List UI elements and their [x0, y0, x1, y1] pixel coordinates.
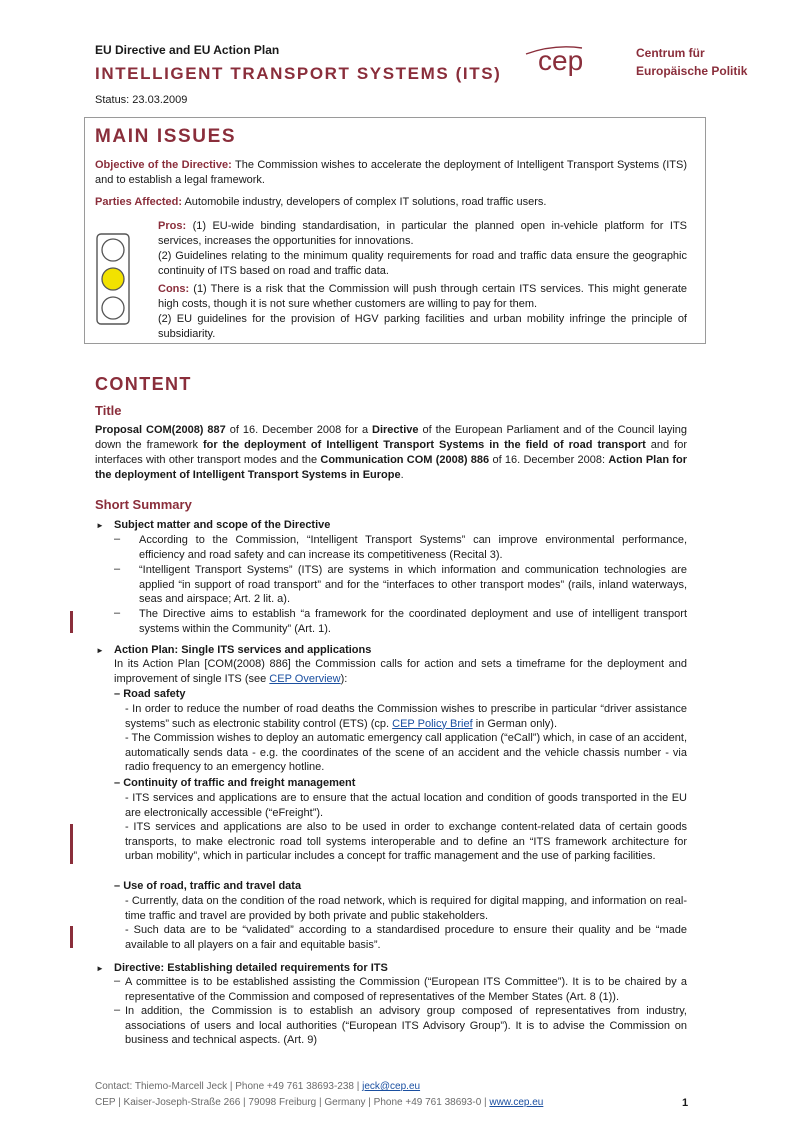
- road-safety-item-2: - The Commission wishes to deploy an automatic emergency call application (“eCall”) which, in case of an accident, automatically sends data - e.g. the coordinates of the scene of an accident and the vehicle chassis number - via radio frequency to an emergency hotline.: [125, 732, 687, 773]
- document-title: INTELLIGENT TRANSPORT SYSTEMS (ITS): [95, 64, 502, 83]
- s1-item-1: According to the Commission, “Intelligent Transport Systems” can improve environmental performance, efficiency and road safety and can increase its competitiveness (Recital 3).: [139, 534, 687, 561]
- title-text-5: .: [400, 469, 404, 481]
- title-text-1: of 16. December 2008 for a: [225, 424, 373, 436]
- continuity-title: – Continuity of traffic and freight management: [114, 777, 356, 789]
- use-data-title: – Use of road, traffic and travel data: [114, 880, 302, 892]
- road-safety-item-1: [125, 702, 687, 731]
- continuity-item-1: - ITS services and applications are to ensure that the actual location and condition of goods transported in the EU are electronically accessible (“eFreight”).: [125, 792, 687, 819]
- s1-item-3: The Directive aims to establish “a framework for the coordinated deployment and use of intelligent transport systems within the Community” (Art. 1).: [139, 608, 687, 635]
- dash-marker: –: [114, 607, 121, 619]
- s3-title: Directive: Establishing detailed requirements for ITS: [114, 962, 388, 974]
- cons-label: Cons:: [158, 283, 190, 295]
- s2-intro: [114, 657, 687, 686]
- s1-item-2: “Intelligent Transport Systems” (ITS) are systems in which information and communication technologies are applied “in support of road transport” and for the “interfaces to other transport modes” (rails, inland waterways, seas and airspace; Art. 2 lit. a).: [139, 564, 687, 605]
- pros-block: [158, 219, 687, 279]
- title-paragraph: [95, 423, 687, 483]
- title-communication: Communication COM (2008) 886: [320, 454, 490, 466]
- title-text-3: and for interfaces with other transport modes and the: [95, 439, 687, 466]
- dash-marker: –: [114, 1004, 121, 1016]
- org-name-line2: Europäische Politik: [636, 64, 748, 78]
- cons-text1: (1) There is a risk that the Commission will push through certain ITS services. This might generate high costs, though it is not sure whether customers are willing to pay for them.: [158, 283, 687, 310]
- parties-label: Parties Affected:: [95, 196, 183, 208]
- road-safety-label: Road safety: [123, 688, 186, 700]
- cons-text2: (2) EU guidelines for the provision of HGV parking facilities and urban mobility infringe the principle of subsidiarity.: [158, 313, 687, 340]
- objective-text: The Commission wishes to accelerate the deployment of Intelligent Transport Systems (ITS) and to establish a legal framework.: [95, 159, 687, 186]
- cep-overview-link[interactable]: CEP Overview: [269, 672, 341, 685]
- s3-item-1: A committee is to be established assisting the Commission (“European ITS Committee”). It is to be chaired by a representative of the Commission and composed of representatives of the Member States (Art. 8 (1)).: [125, 976, 687, 1003]
- parties-paragraph: [95, 195, 687, 210]
- cep-logo: [524, 40, 624, 80]
- bullet-triangle-icon: ►: [96, 521, 104, 530]
- cons-block: [158, 282, 687, 342]
- footer-address: [95, 1097, 543, 1108]
- road-safety-item-1-end: in German only).: [472, 717, 558, 730]
- change-bar: [70, 611, 73, 633]
- title-text-2: of the European Parliament and of the Council laying down the framework: [95, 424, 688, 451]
- pros-text2: (2) Guidelines relating to the minimum quality requirements for road and traffic data ensure the geographic continuity of ITS based on road and traffic data.: [158, 250, 687, 277]
- parties-text: Automobile industry, developers of complex IT solutions, road traffic users.: [184, 196, 547, 208]
- title-proposal: Proposal COM(2008) 887: [95, 424, 226, 436]
- dash-marker: –: [114, 563, 121, 575]
- dash-marker: –: [114, 533, 121, 545]
- s1-title: Subject matter and scope of the Directive: [114, 519, 331, 531]
- s2-intro-text: In its Action Plan [COM(2008) 886] the Commission calls for action and sets a timeframe for the deployment and improvement of single ITS (see: [114, 658, 687, 685]
- title-action-plan: Action Plan for the deployment of Intelligent Transport Systems in Europe: [95, 454, 688, 481]
- content-heading: CONTENT: [95, 374, 192, 394]
- footer-contact: [95, 1081, 420, 1092]
- document-type: EU Directive and EU Action Plan: [95, 43, 280, 57]
- s2-title: Action Plan: Single ITS services and applications: [114, 644, 372, 656]
- website-link[interactable]: www.cep.eu: [489, 1097, 544, 1108]
- change-bar: [70, 824, 73, 864]
- pros-text1: (1) EU-wide binding standardisation, in particular the planned open in-vehicle platform for ITS services, increases the opportunities for innovations.: [158, 220, 687, 247]
- page-number: 1: [682, 1097, 689, 1109]
- s3-item-2: In addition, the Commission is to establish an advisory group composed of representatives from industry, associations of users and local authorities (“European ITS Advisory Group”). It is to advise the Commission on business and technical aspects. (Art. 9): [125, 1005, 687, 1046]
- objective-label: Objective of the Directive:: [95, 159, 232, 171]
- contact-email-link[interactable]: jeck@cep.eu: [362, 1081, 421, 1092]
- title-directive: Directive: [372, 424, 419, 436]
- title-text-4: of 16. December 2008:: [489, 454, 609, 466]
- footer-address-text: CEP | Kaiser-Joseph-Straße 266 | 79098 Freiburg | Germany | Phone +49 761 38693-0 |: [95, 1097, 490, 1108]
- org-name-line1: Centrum für: [636, 46, 705, 60]
- summary-heading: Short Summary: [95, 497, 192, 512]
- logo-word: cep: [538, 45, 584, 76]
- change-bar: [70, 926, 73, 948]
- s2-intro-end: ):: [340, 672, 348, 685]
- continuity-label: Continuity of traffic and freight management: [123, 777, 356, 789]
- road-safety-title: – Road safety: [114, 688, 186, 700]
- main-issues-heading: MAIN ISSUES: [95, 126, 237, 147]
- title-scope: for the deployment of Intelligent Transport Systems in the field of road transport: [202, 439, 646, 451]
- footer-contact-text: Contact: Thiemo-Marcell Jeck | Phone +49 761 38693-238 |: [95, 1081, 363, 1092]
- dash-marker: –: [114, 975, 121, 987]
- bullet-triangle-icon: ►: [96, 646, 104, 655]
- bullet-triangle-icon: ►: [96, 964, 104, 973]
- cep-policy-brief-link[interactable]: CEP Policy Brief: [392, 717, 473, 730]
- status-date: Status: 23.03.2009: [95, 94, 188, 106]
- traffic-light-icon: [96, 233, 130, 325]
- pros-label: Pros:: [158, 220, 187, 232]
- continuity-item-2: - ITS services and applications are also to be used in order to exchange content-related data of certain goods transports, to make electronic road toll systems interoperable and to define an “ITS framework architecture for urban mobility”, which in particular includes a concept for traffic management and the use of parking facilities.: [125, 821, 687, 862]
- use-data-item-1: - Currently, data on the condition of the road network, which is required for digital mapping, and information on real-time traffic and travel are provided by both private and public stakeholders.: [125, 895, 687, 922]
- org-name: [636, 44, 747, 80]
- title-heading: Title: [95, 403, 122, 418]
- road-safety-item-1-text: - In order to reduce the number of road deaths the Commission wishes to prescribe in particular “driver assistance systems” such as electronic stability control (ETS) (cp.: [125, 703, 687, 730]
- use-data-label: Use of road, traffic and travel data: [123, 880, 302, 892]
- objective-paragraph: [95, 158, 687, 188]
- use-data-item-2: - Such data are to be “validated” according to a standardised procedure to ensure their quality and be “made available to all players on a fair and equitable basis”.: [125, 924, 687, 951]
